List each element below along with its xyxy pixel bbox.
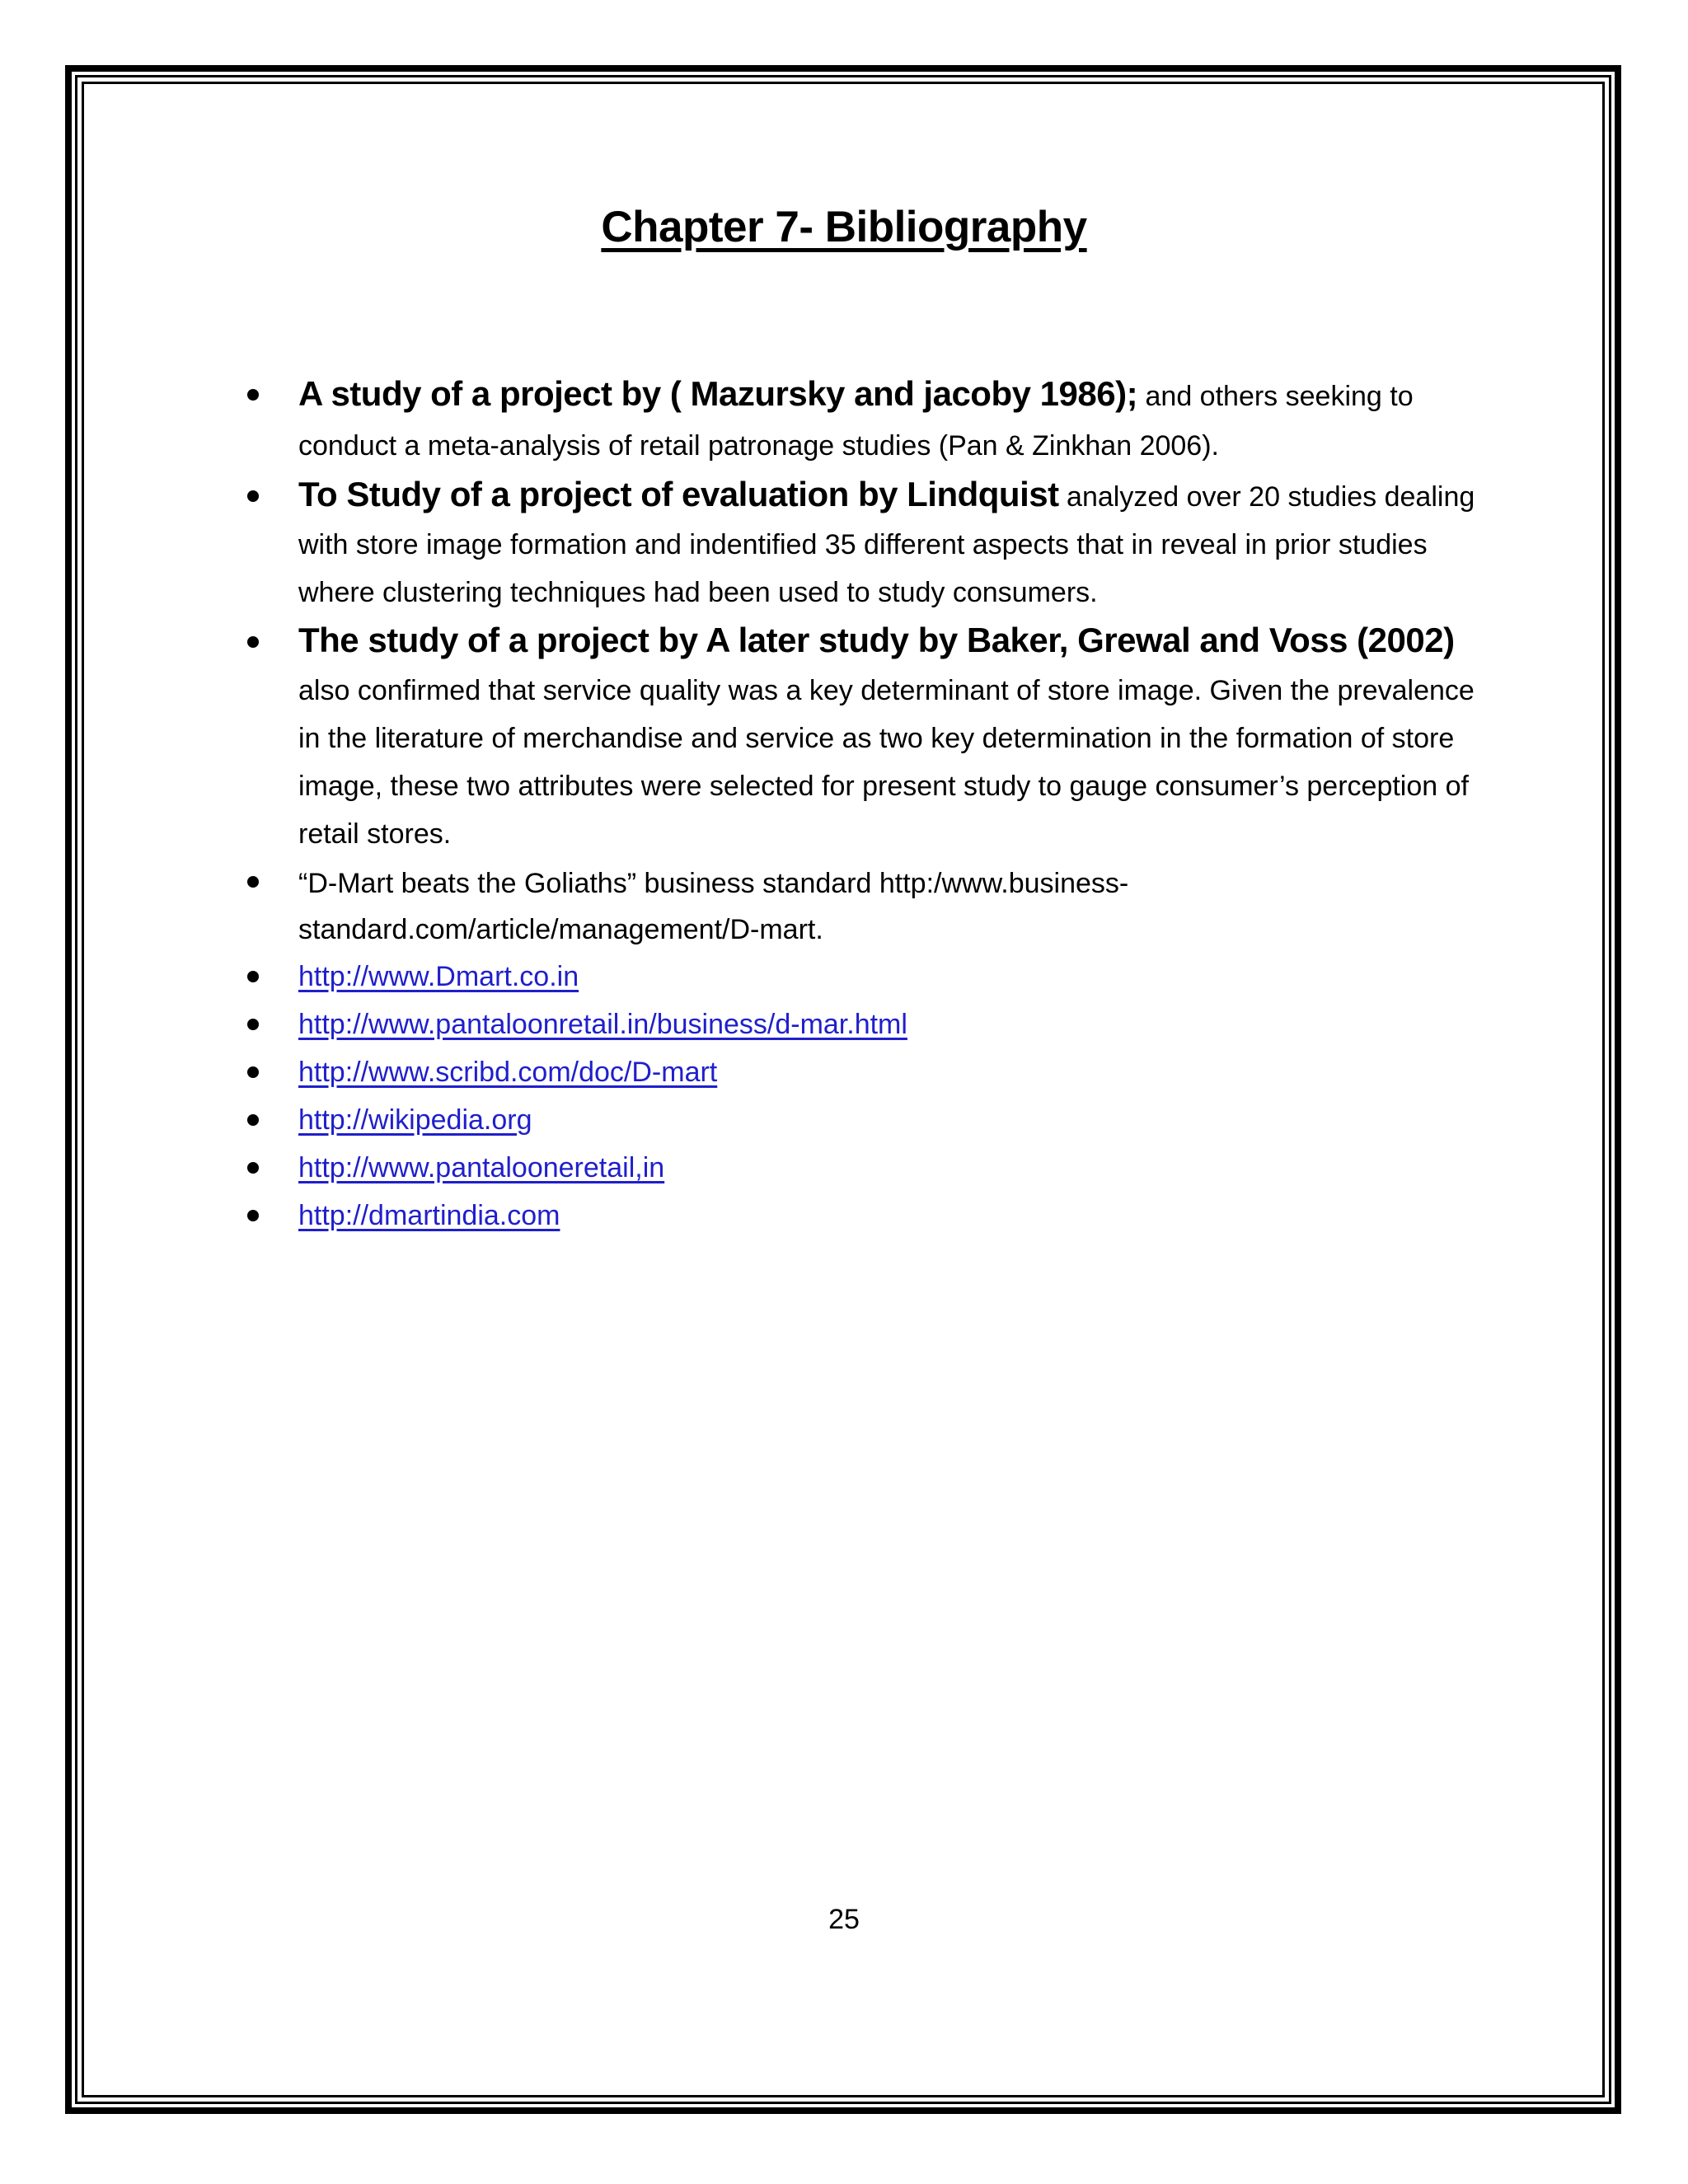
bullet-icon bbox=[247, 1019, 259, 1030]
link-wikipedia[interactable]: http://wikipedia.org bbox=[298, 1104, 532, 1136]
entry-heading: To Study of a project of evaluation by Lindquist bbox=[298, 475, 1059, 513]
link-pantalooneretail[interactable]: http://www.pantalooneretail,in bbox=[298, 1152, 665, 1183]
bullet-icon bbox=[247, 389, 259, 401]
bullet-icon bbox=[247, 1114, 259, 1126]
bibliography-list bbox=[247, 369, 1500, 1240]
list-item bbox=[247, 1001, 1500, 1048]
list-item bbox=[247, 1096, 1500, 1144]
link-scribd[interactable]: http://www.scribd.com/doc/D-mart bbox=[298, 1057, 718, 1088]
list-item bbox=[247, 953, 1500, 1001]
entry-heading: The study of a project by A later study by Baker, Grewal and Voss (2002) bbox=[298, 621, 1455, 659]
list-item bbox=[247, 858, 1500, 953]
entry-text bbox=[298, 369, 1500, 471]
entry-text bbox=[298, 616, 1500, 858]
entry-body: also confirmed that service quality was a key determinant of store image. Given the prevalence in the literature of merchandise and service as two key determination in the formation of store image, these two attributes were selected for present study to gauge consumer’s perception of retail stores. bbox=[298, 675, 1475, 850]
list-item bbox=[247, 616, 1500, 858]
list-item bbox=[247, 471, 1500, 616]
link-dmartindia[interactable]: http://dmartindia.com bbox=[298, 1200, 560, 1231]
entry-body: analyzed over 20 studies dealing with store image formation and indentified 35 different aspects that in reveal in prior studies where clustering techniques had been used to study consumers. bbox=[298, 481, 1475, 608]
bullet-icon bbox=[247, 971, 259, 982]
bullet-icon bbox=[247, 876, 259, 888]
list-item bbox=[247, 369, 1500, 471]
page-title: Chapter 7- Bibliography bbox=[601, 203, 1087, 251]
link-dmart[interactable]: http://www.Dmart.co.in bbox=[298, 961, 579, 992]
list-item bbox=[247, 1048, 1500, 1096]
bullet-icon bbox=[247, 636, 259, 648]
bullet-icon bbox=[247, 490, 259, 502]
entry-body: and others seeking to conduct a meta-analysis of retail patronage studies (Pan & Zinkhan 2006). bbox=[298, 381, 1414, 462]
link-pantaloonretail-business[interactable]: http://www.pantaloonretail.in/business/d-mar.html bbox=[298, 1009, 907, 1040]
entry-text bbox=[298, 858, 1500, 953]
entry-text bbox=[298, 471, 1500, 616]
list-item bbox=[247, 1192, 1500, 1240]
page-number: 25 bbox=[828, 1904, 860, 1935]
bullet-icon bbox=[247, 1210, 259, 1221]
entry-heading: A study of a project by ( Mazursky and jacoby 1986); bbox=[298, 374, 1138, 413]
entry-body: “D-Mart beats the Goliaths” business standard http:/www.business-standard.com/article/management/D-mart. bbox=[298, 868, 1129, 945]
list-item bbox=[247, 1144, 1500, 1192]
bullet-icon bbox=[247, 1162, 259, 1174]
bullet-icon bbox=[247, 1066, 259, 1078]
